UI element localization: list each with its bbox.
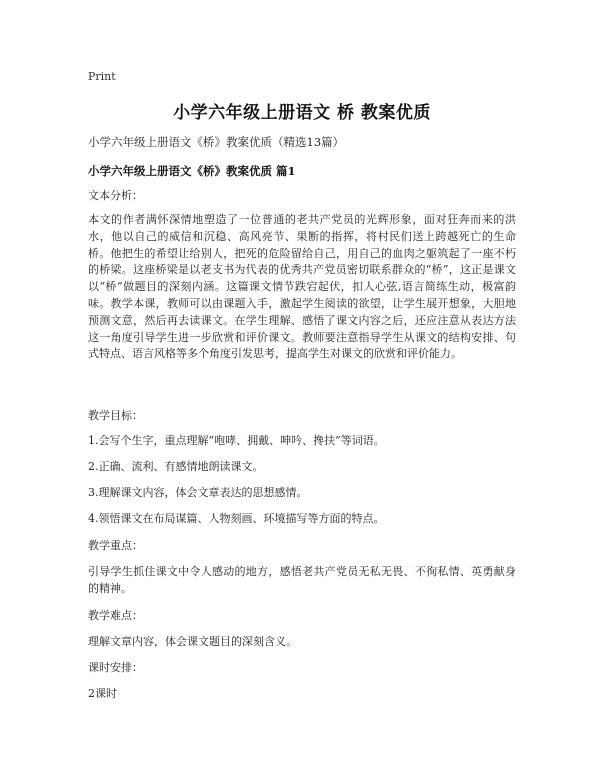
schedule-paragraph: 2课时 [88,687,117,700]
goal-item: 4.领悟课文在布局谋篇、人物刻画、环境描写等方面的特点。 [88,512,385,525]
key-points-label: 教学重点： [88,539,143,552]
difficulty-label: 教学难点： [88,609,143,622]
key-points-paragraph: 引导学生抓住课文中令人感动的地方，感悟老共产党员无私无畏、不徇私情、英勇献身的精神。 [88,565,516,595]
document-title: 小学六年级上册语文 桥 教案优质 [173,103,431,123]
print-label: Print [88,70,116,83]
difficulty-paragraph: 理解文章内容，体会课文题目的深刻含义。 [88,635,297,648]
goals-label: 教学目标： [88,409,143,422]
schedule-label: 课时安排： [88,661,143,674]
analysis-label: 文本分析： [88,189,143,202]
document-subtitle: 小学六年级上册语文《桥》教案优质（精选13篇） [88,135,345,149]
goal-item: 2.正确、流利、有感情地朗读课文。 [88,460,264,473]
section-title: 小学六年级上册语文《桥》教案优质 篇1 [88,164,296,178]
goal-item: 3.理解课文内容，体会文章表达的思想感情。 [88,486,308,499]
goal-item: 1.会写个生字，重点理解“咆哮、拥戴、呻吟、搀扶”等词语。 [88,434,385,447]
analysis-paragraph: 本文的作者满怀深情地塑造了一位普通的老共产党员的光辉形象，面对狂奔而来的洪水，他以自己的威信和沉稳、高风亮节、果断的指挥，将村民们送上跨越死亡的生命桥。他把生的希望让给别人，把死的危险留给自己，用自己的血肉之躯筑起了一座不朽的桥梁。这座桥梁是以老支书为代表的优秀共产党员密切联系群众的“桥”，这正是课文以“桥”做题目的深刻内涵。这篇课文情节跌宕起伏，扣人心弦,语言简练生动，极富韵味。教学本课，教师可以由课题入手，激起学生阅读的欲望，让学生展开想象，大胆地预测文意，然后再去读课文。在学生理解、感悟了课文内容之后，还应注意从表达方法这一角度引导学生进一步欣赏和评价课文。教师要注意指导学生从课文的结构安排、句式特点、语言风格等多个角度引发思考，提高学生对课文的欣赏和评价能力。 [88,213,516,361]
